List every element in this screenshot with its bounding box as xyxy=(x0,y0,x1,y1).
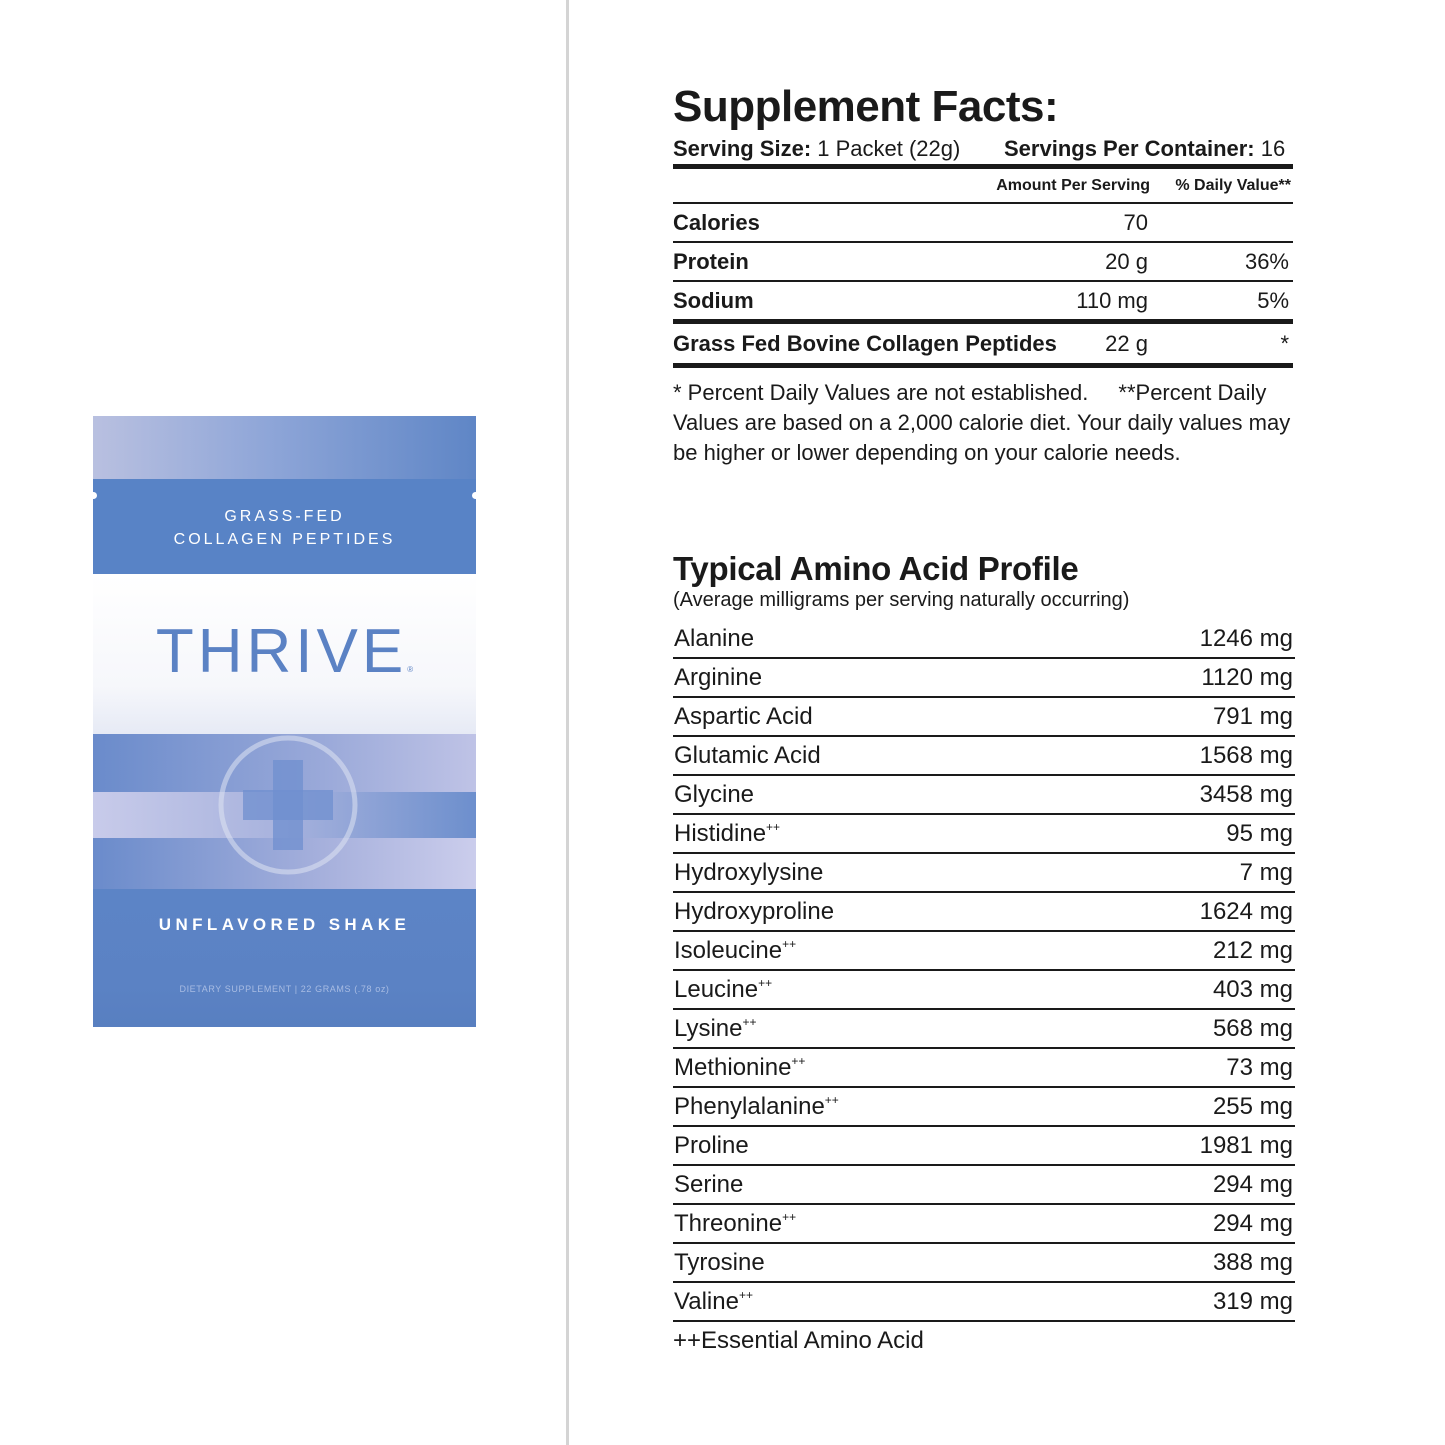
amino-row xyxy=(673,854,1295,893)
facts-rule xyxy=(673,241,1293,243)
footnote-not-established: * Percent Daily Values are not established. xyxy=(673,380,1089,405)
nutrient-amount: 70 xyxy=(1123,210,1148,235)
product-packet xyxy=(93,416,476,1027)
nutrient-amount: 110 mg xyxy=(1076,288,1148,313)
brand-logo xyxy=(93,612,476,710)
amino-name: Glutamic Acid xyxy=(674,742,821,769)
essential-marker: ++ xyxy=(766,820,781,834)
amino-name-cell xyxy=(674,1052,805,1084)
amino-row xyxy=(673,1205,1295,1244)
serving-size-label: Serving Size: xyxy=(673,136,812,161)
nutrient-amount: 22 g xyxy=(1105,331,1148,356)
vertical-divider xyxy=(566,0,569,1445)
amino-value: 3458 mg xyxy=(1199,781,1293,808)
amino-value: 212 mg xyxy=(1212,937,1293,964)
nutrient-name: Protein xyxy=(673,249,749,274)
facts-footnote xyxy=(673,378,1295,468)
packet-bottom-band xyxy=(93,889,476,1027)
amino-name-cell xyxy=(674,740,821,772)
amino-name: Glycine xyxy=(674,781,755,808)
amino-name-cell xyxy=(674,1013,757,1045)
facts-rule xyxy=(673,280,1293,282)
amino-name-cell xyxy=(674,779,754,811)
facts-row-sodium xyxy=(673,286,1293,316)
amino-value: 319 mg xyxy=(1212,1288,1293,1315)
amino-value: 1624 mg xyxy=(1199,898,1293,925)
essential-marker: ++ xyxy=(782,1210,797,1224)
amino-row xyxy=(673,1049,1295,1088)
amino-name: Serine xyxy=(674,1171,744,1198)
amino-value: 403 mg xyxy=(1212,976,1293,1003)
amino-name-cell xyxy=(674,1091,839,1123)
nutrient-amount: 20 g xyxy=(1105,249,1148,274)
essential-marker: ++ xyxy=(791,1054,806,1068)
amino-value: 95 mg xyxy=(1226,820,1293,847)
essential-marker: ++ xyxy=(758,976,773,990)
amino-row xyxy=(673,932,1295,971)
nutrient-dv: 5% xyxy=(1257,288,1289,313)
amino-value: 388 mg xyxy=(1212,1249,1293,1276)
packet-top-band xyxy=(93,416,476,479)
amino-row xyxy=(673,815,1295,854)
amino-row xyxy=(673,776,1295,815)
amino-name-cell xyxy=(674,1130,749,1162)
amino-list xyxy=(673,620,1295,1322)
amino-name-cell xyxy=(674,818,780,850)
amino-name: Arginine xyxy=(674,664,763,691)
tear-notch-right xyxy=(472,492,476,499)
amino-name: Histidine xyxy=(674,820,767,847)
amino-row xyxy=(673,1166,1295,1205)
amino-value: 255 mg xyxy=(1212,1093,1293,1120)
plus-circle-icon xyxy=(213,730,363,880)
facts-rule-thick xyxy=(673,363,1293,368)
amino-row xyxy=(673,971,1295,1010)
nutrient-name: Calories xyxy=(673,210,760,235)
amino-name: Threonine xyxy=(674,1210,783,1237)
facts-row-protein xyxy=(673,247,1293,277)
facts-rule-thick xyxy=(673,319,1293,324)
amino-name-cell xyxy=(674,1247,765,1279)
amino-value: 791 mg xyxy=(1212,703,1293,730)
serving-size-value: 1 Packet (22g) xyxy=(811,136,961,161)
footnote-daily-values: **Percent Daily Values are based on a 2,000 calorie diet. Your daily values may be higher or lower depending on your calorie needs. xyxy=(673,380,1291,465)
brand-name: THRIVE xyxy=(155,617,408,686)
amino-footnote: ++Essential Amino Acid xyxy=(673,1327,924,1354)
amino-row xyxy=(673,737,1295,776)
column-amount-per-serving: Amount Per Serving xyxy=(996,177,1150,194)
amino-name-cell xyxy=(674,896,834,928)
amino-row xyxy=(673,620,1295,659)
amino-name: Alanine xyxy=(674,625,755,652)
essential-marker: ++ xyxy=(738,1288,753,1302)
serving-size xyxy=(673,134,960,164)
amino-title: Typical Amino Acid Profile xyxy=(673,550,1079,587)
amino-subtitle: (Average milligrams per serving naturally occurring) xyxy=(673,589,1130,611)
essential-marker: ++ xyxy=(782,937,797,951)
amino-name-cell xyxy=(674,662,762,694)
amino-name: Tyrosine xyxy=(674,1249,765,1276)
amino-row xyxy=(673,698,1295,737)
amino-value: 73 mg xyxy=(1226,1054,1293,1081)
packet-subtitle-line1: GRASS-FED xyxy=(224,508,345,525)
amino-row xyxy=(673,1127,1295,1166)
amino-row xyxy=(673,1088,1295,1127)
servings-value: 16 xyxy=(1254,136,1286,161)
facts-row-collagen xyxy=(673,329,1293,359)
amino-value: 1120 mg xyxy=(1201,664,1293,691)
facts-row-calories xyxy=(673,208,1293,238)
amino-name: Lysine xyxy=(674,1015,743,1042)
amino-row xyxy=(673,1244,1295,1283)
amino-name-cell xyxy=(674,974,772,1006)
column-daily-value: % Daily Value** xyxy=(1175,177,1291,194)
amino-value: 7 mg xyxy=(1239,859,1293,886)
amino-value: 568 mg xyxy=(1212,1015,1293,1042)
essential-marker: ++ xyxy=(742,1015,757,1029)
amino-value: 1981 mg xyxy=(1199,1132,1293,1159)
amino-name-cell xyxy=(674,1208,796,1240)
amino-value: 294 mg xyxy=(1212,1171,1293,1198)
amino-name: Isoleucine xyxy=(674,937,783,964)
amino-name: Valine xyxy=(674,1288,739,1315)
amino-name-cell xyxy=(674,1169,743,1201)
packet-small-print: DIETARY SUPPLEMENT | 22 GRAMS (.78 oz) xyxy=(179,984,390,994)
nutrient-name: Sodium xyxy=(673,288,754,313)
amino-name: Aspartic Acid xyxy=(674,703,813,730)
registered-mark: ® xyxy=(407,665,414,674)
nutrient-dv: 36% xyxy=(1244,249,1289,274)
amino-name: Hydroxylysine xyxy=(674,859,824,886)
nutrient-name: Grass Fed Bovine Collagen Peptides xyxy=(673,331,1057,356)
amino-value: 294 mg xyxy=(1212,1210,1293,1237)
amino-row xyxy=(673,659,1295,698)
amino-name: Hydroxyproline xyxy=(674,898,835,925)
amino-name: Methionine xyxy=(674,1054,792,1081)
amino-name-cell xyxy=(674,623,754,655)
amino-name: Leucine xyxy=(674,976,759,1003)
amino-row xyxy=(673,1010,1295,1049)
facts-title: Supplement Facts: xyxy=(673,82,1059,131)
packet-flavor: UNFLAVORED SHAKE xyxy=(158,915,411,934)
amino-name-cell xyxy=(674,935,796,967)
packet-subtitle-line2: COLLAGEN PEPTIDES xyxy=(173,531,396,548)
servings-label: Servings Per Container: xyxy=(1004,136,1255,161)
amino-name-cell xyxy=(674,1286,753,1318)
facts-rule xyxy=(673,202,1293,204)
amino-value: 1568 mg xyxy=(1199,742,1293,769)
amino-row xyxy=(673,1283,1295,1322)
amino-row xyxy=(673,893,1295,932)
amino-name-cell xyxy=(674,701,813,733)
amino-name-cell xyxy=(674,857,823,889)
nutrient-dv: * xyxy=(1280,331,1289,356)
amino-name: Proline xyxy=(674,1132,749,1159)
amino-value: 1246 mg xyxy=(1199,625,1293,652)
facts-rule-thick xyxy=(673,164,1293,169)
amino-name: Phenylalanine xyxy=(674,1093,825,1120)
essential-marker: ++ xyxy=(824,1093,839,1107)
servings-per-container xyxy=(1004,134,1285,164)
